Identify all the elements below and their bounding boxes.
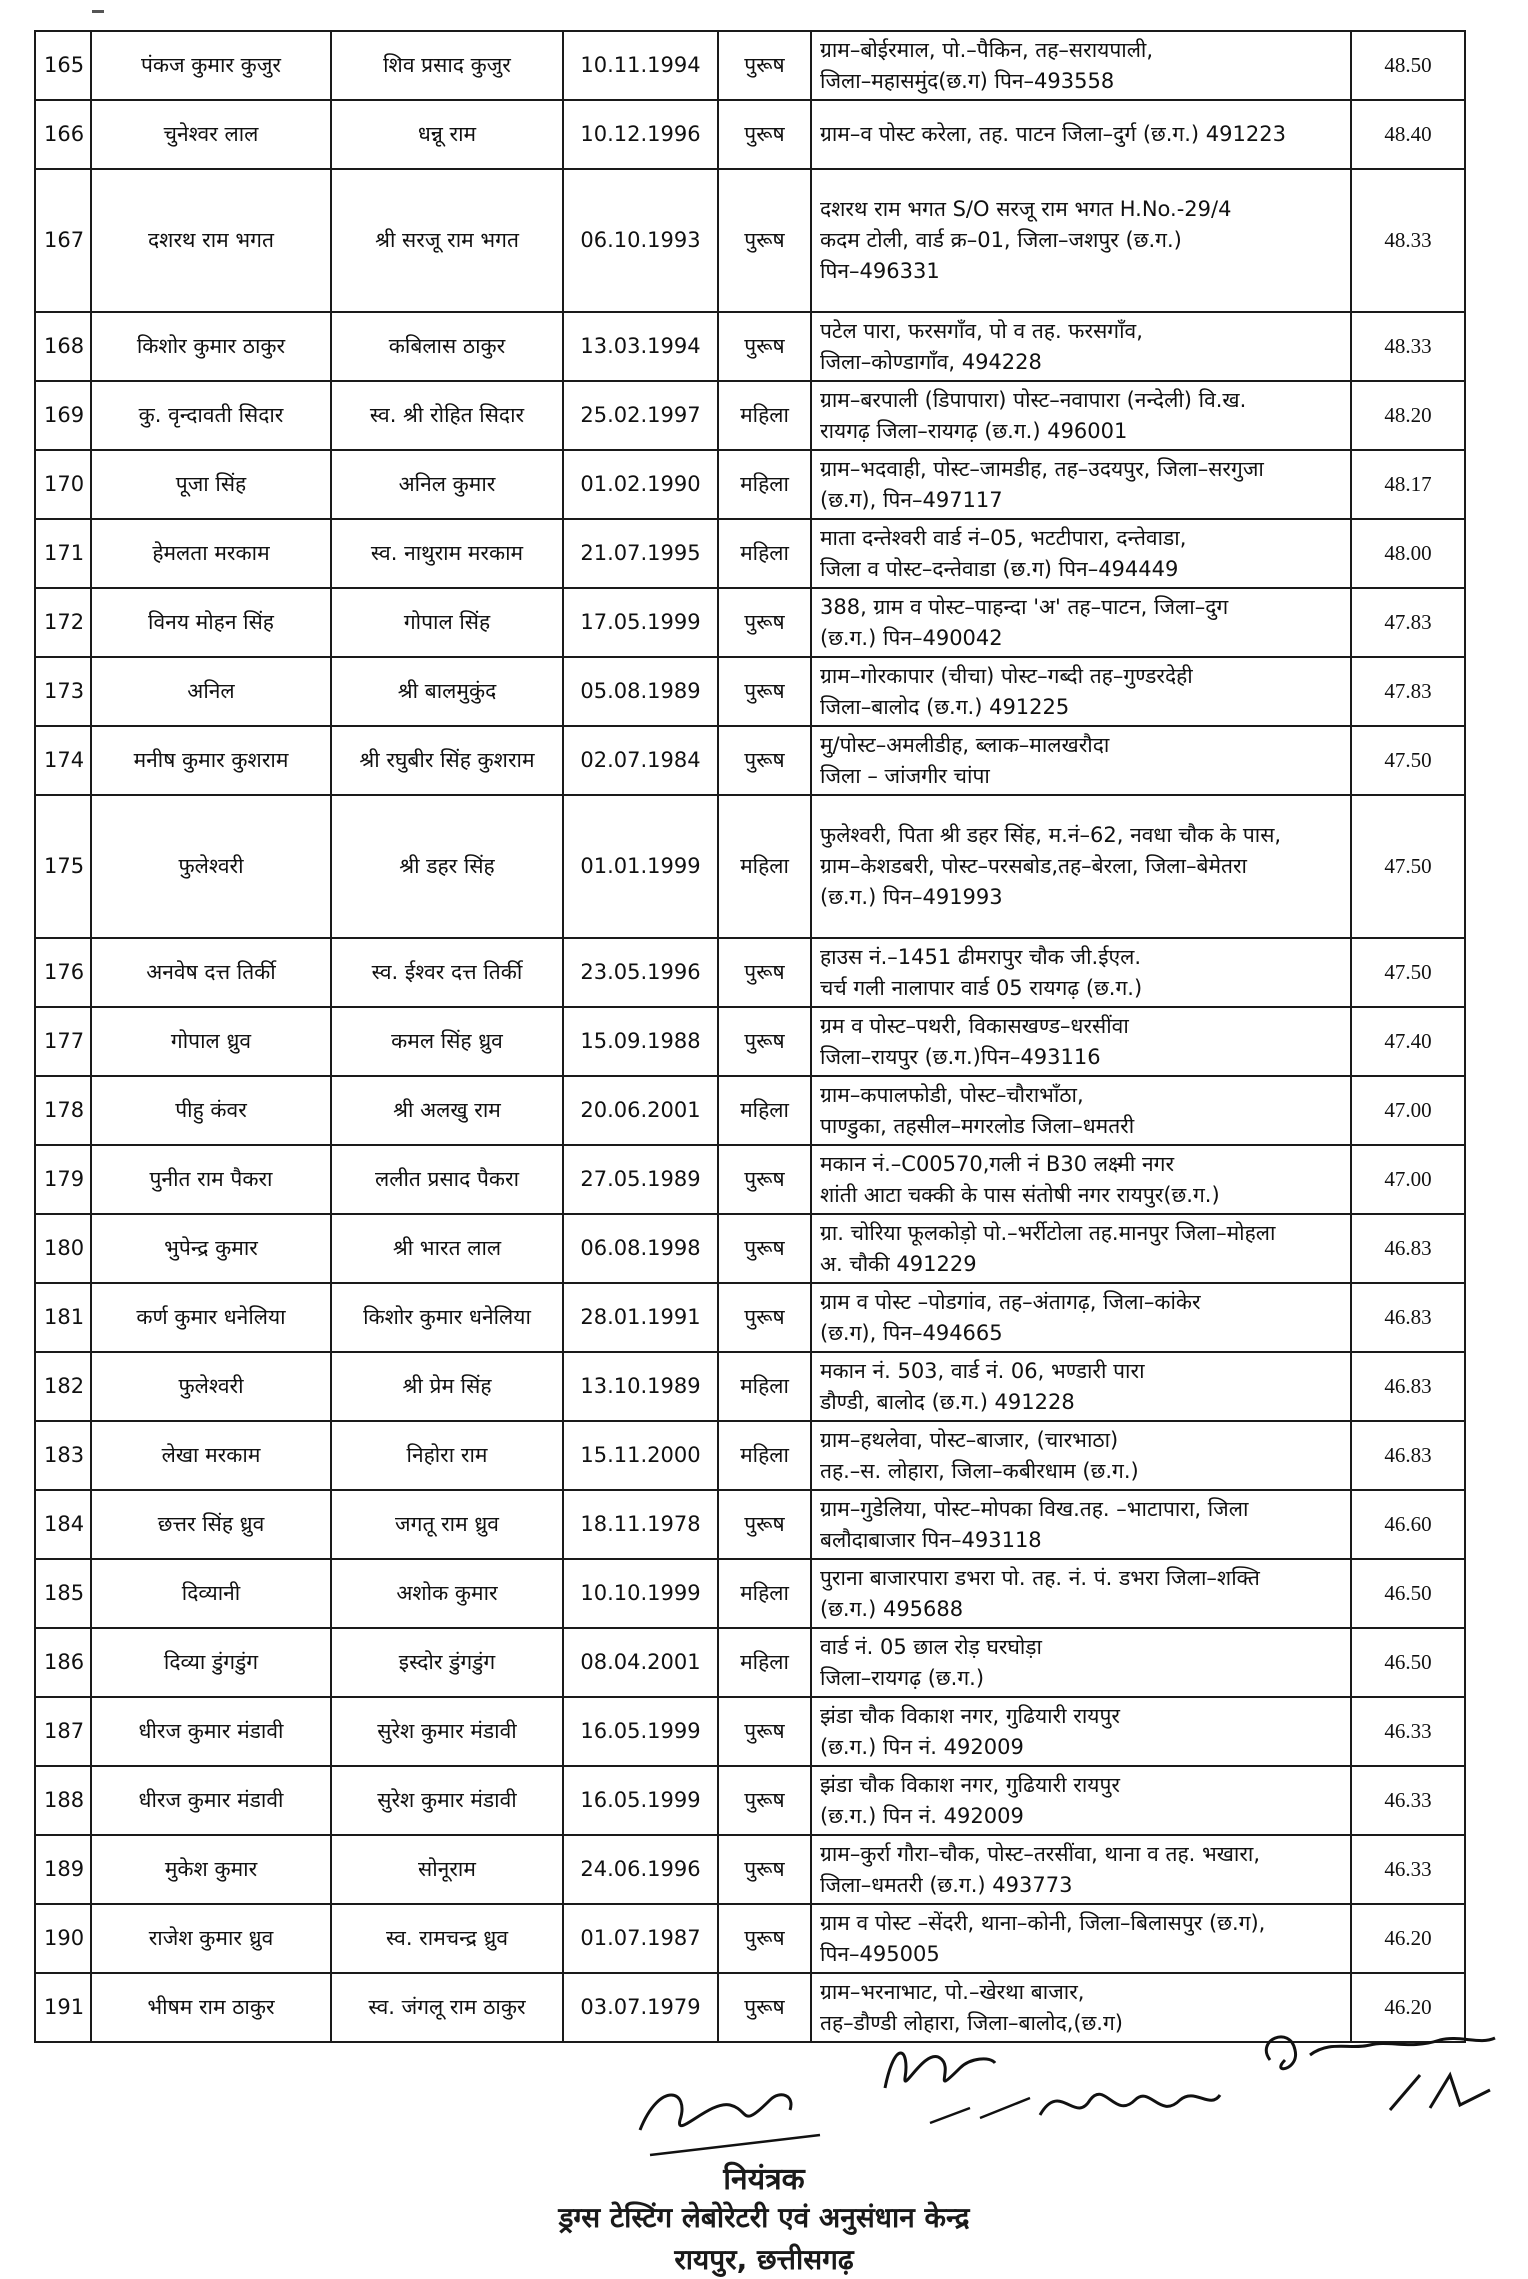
address-line: जिला–रायगढ़ (छ.ग.) — [820, 1665, 985, 1690]
address-line: (छ.ग.) पिन–490042 — [820, 625, 1003, 650]
candidate-name: गोपाल ध्रुव — [91, 1007, 331, 1076]
table-row — [35, 169, 1465, 312]
table-row — [35, 588, 1465, 657]
address-line: दशरथ राम भगत S/O सरजू राम भगत H.No.-29/4 — [820, 197, 1232, 221]
score: 47.40 — [1351, 1007, 1465, 1076]
father-name: किशोर कुमार धनेलिया — [331, 1283, 563, 1352]
father-name: श्री प्रेम सिंह — [331, 1352, 563, 1421]
candidate-table — [34, 30, 1466, 2043]
table-row — [35, 1904, 1465, 1973]
candidate-name: पंकज कुमार कुजुर — [91, 31, 331, 100]
address — [811, 1904, 1351, 1973]
gender: पुरूष — [718, 938, 811, 1007]
serial-number: 170 — [35, 450, 91, 519]
table-row — [35, 1697, 1465, 1766]
gender: पुरूष — [718, 1145, 811, 1214]
candidate-name: फुलेश्वरी — [91, 1352, 331, 1421]
gender: महिला — [718, 795, 811, 938]
candidate-name: अनिल — [91, 657, 331, 726]
father-name: गोपाल सिंह — [331, 588, 563, 657]
serial-number: 167 — [35, 169, 91, 312]
address-line: (छ.ग), पिन–497117 — [820, 487, 1003, 512]
address-line: ग्राम–व पोस्ट करेला, तह. पाटन जिला–दुर्ग (छ.ग.) 491223 — [820, 122, 1286, 146]
candidate-name: दिव्या डुंगडुंग — [91, 1628, 331, 1697]
table-row — [35, 1421, 1465, 1490]
score: 48.33 — [1351, 169, 1465, 312]
table-row — [35, 1283, 1465, 1352]
date-of-birth: 15.11.2000 — [563, 1421, 718, 1490]
gender: पुरूष — [718, 1214, 811, 1283]
serial-number: 166 — [35, 100, 91, 169]
gender: पुरूष — [718, 1904, 811, 1973]
address-line: वार्ड नं. 05 छाल रोड़ घरघोड़ा — [820, 1634, 1042, 1659]
score: 46.20 — [1351, 1973, 1465, 2042]
date-of-birth: 25.02.1997 — [563, 381, 718, 450]
serial-number: 168 — [35, 312, 91, 381]
candidate-name: धीरज कुमार मंडावी — [91, 1697, 331, 1766]
address-line: मु/पोस्ट–अमलीडीह, ब्लाक–मालखरौदा — [820, 732, 1110, 757]
address — [811, 726, 1351, 795]
father-name: श्री अलखु राम — [331, 1076, 563, 1145]
father-name: अनिल कुमार — [331, 450, 563, 519]
score: 46.83 — [1351, 1352, 1465, 1421]
serial-number: 180 — [35, 1214, 91, 1283]
date-of-birth: 02.07.1984 — [563, 726, 718, 795]
score: 47.50 — [1351, 726, 1465, 795]
score: 47.83 — [1351, 657, 1465, 726]
address-line: पुराना बाजारपारा डभरा पो. तह. नं. पं. डभरा जिला–शक्ति — [820, 1565, 1260, 1590]
gender: पुरूष — [718, 588, 811, 657]
serial-number: 187 — [35, 1697, 91, 1766]
serial-number: 165 — [35, 31, 91, 100]
address — [811, 1145, 1351, 1214]
address-line: जिला–कोण्डागाँव, 494228 — [820, 349, 1042, 374]
address-line: ग्रा. चोरिया फूलकोड़ो पो.–भर्रीटोला तह.मानपुर जिला–मोहला — [820, 1220, 1276, 1245]
signature-3 — [1030, 2075, 1230, 2145]
serial-number: 176 — [35, 938, 91, 1007]
date-of-birth: 05.08.1989 — [563, 657, 718, 726]
table-row — [35, 1490, 1465, 1559]
date-of-birth: 16.05.1999 — [563, 1766, 718, 1835]
table-row — [35, 31, 1465, 100]
date-of-birth: 21.07.1995 — [563, 519, 718, 588]
footer-organization: ड्रग्स टेस्टिंग लेबोरेटरी एवं अनुसंधान केन्द्र — [558, 2201, 970, 2234]
address — [811, 381, 1351, 450]
table-row — [35, 100, 1465, 169]
candidate-name: धीरज कुमार मंडावी — [91, 1766, 331, 1835]
address-line: बलौदाबाजार पिन–493118 — [820, 1527, 1042, 1552]
address — [811, 1421, 1351, 1490]
candidate-name: छत्तर सिंह ध्रुव — [91, 1490, 331, 1559]
address-line: जिला व पोस्ट–दन्तेवाडा (छ.ग) पिन–494449 — [820, 556, 1179, 581]
serial-number: 177 — [35, 1007, 91, 1076]
serial-number: 171 — [35, 519, 91, 588]
father-name: कबिलास ठाकुर — [331, 312, 563, 381]
address-line: मकान नं. 503, वार्ड नं. 06, भण्डारी पारा — [820, 1358, 1145, 1383]
address — [811, 519, 1351, 588]
score: 48.50 — [1351, 31, 1465, 100]
score: 46.83 — [1351, 1283, 1465, 1352]
father-name: अशोक कुमार — [331, 1559, 563, 1628]
gender: पुरूष — [718, 726, 811, 795]
date-of-birth: 13.10.1989 — [563, 1352, 718, 1421]
address-line: माता दन्तेश्वरी वार्ड नं–05, भटटीपारा, दन्तेवाडा, — [820, 525, 1187, 550]
gender: पुरूष — [718, 169, 811, 312]
table-row — [35, 1352, 1465, 1421]
address-line: ग्रम व पोस्ट–पथरी, विकासखण्ड–धरसींवा — [820, 1013, 1129, 1038]
gender: महिला — [718, 1352, 811, 1421]
candidate-name: कर्ण कुमार धनेलिया — [91, 1283, 331, 1352]
candidate-name: फुलेश्वरी — [91, 795, 331, 938]
father-name: श्री बालमुकुंद — [331, 657, 563, 726]
gender: महिला — [718, 450, 811, 519]
address — [811, 1766, 1351, 1835]
date-of-birth: 16.05.1999 — [563, 1697, 718, 1766]
table-row — [35, 1007, 1465, 1076]
table-row — [35, 450, 1465, 519]
address-line: ग्राम व पोस्ट –सेंदरी, थाना–कोनी, जिला–बिलासपुर (छ.ग), — [820, 1910, 1266, 1935]
address — [811, 795, 1351, 938]
address — [811, 31, 1351, 100]
address-line: पटेल पारा, फरसगाँव, पो व तह. फरसगाँव, — [820, 318, 1143, 343]
date-of-birth: 18.11.1978 — [563, 1490, 718, 1559]
serial-number: 191 — [35, 1973, 91, 2042]
gender: पुरूष — [718, 1490, 811, 1559]
address — [811, 1076, 1351, 1145]
serial-number: 185 — [35, 1559, 91, 1628]
address — [811, 657, 1351, 726]
father-name: स्व. श्री रोहित सिदार — [331, 381, 563, 450]
table-row — [35, 1835, 1465, 1904]
date-of-birth: 15.09.1988 — [563, 1007, 718, 1076]
serial-number: 188 — [35, 1766, 91, 1835]
address-line: कदम टोली, वार्ड क्र–01, जिला–जशपुर (छ.ग.) — [820, 228, 1182, 252]
address — [811, 1835, 1351, 1904]
address-line: जिला–महासमुंद(छ.ग) पिन–493558 — [820, 68, 1115, 93]
address-line: फुलेश्वरी, पिता श्री डहर सिंह, म.नं–62, नवधा चौक के पास, — [820, 823, 1282, 847]
address-line: ग्राम–हथलेवा, पोस्ट–बाजार, (चारभाठा) — [820, 1427, 1119, 1452]
candidate-name: लेखा मरकाम — [91, 1421, 331, 1490]
serial-number: 183 — [35, 1421, 91, 1490]
address-line: चर्च गली नालापार वार्ड 05 रायगढ़ (छ.ग.) — [820, 975, 1143, 1000]
address-line: ग्राम–गुडेलिया, पोस्ट–मोपका विख.तह. –भाटापारा, जिला — [820, 1496, 1249, 1521]
father-name: श्री डहर सिंह — [331, 795, 563, 938]
serial-number: 182 — [35, 1352, 91, 1421]
serial-number: 179 — [35, 1145, 91, 1214]
address-line: डौण्डी, बालोद (छ.ग.) 491228 — [820, 1389, 1075, 1414]
gender: महिला — [718, 1559, 811, 1628]
address-line: ग्राम–बोईरमाल, पो.–पैकिन, तह–सरायपाली, — [820, 37, 1154, 62]
date-of-birth: 10.12.1996 — [563, 100, 718, 169]
address — [811, 938, 1351, 1007]
date-of-birth: 28.01.1991 — [563, 1283, 718, 1352]
candidate-name: मनीष कुमार कुशराम — [91, 726, 331, 795]
table-row — [35, 938, 1465, 1007]
date-of-birth: 13.03.1994 — [563, 312, 718, 381]
serial-number: 190 — [35, 1904, 91, 1973]
address-line: पिन–495005 — [820, 1941, 940, 1966]
score: 46.50 — [1351, 1559, 1465, 1628]
score: 46.83 — [1351, 1421, 1465, 1490]
score: 47.00 — [1351, 1076, 1465, 1145]
father-name: ललीत प्रसाद पैकरा — [331, 1145, 563, 1214]
table-row — [35, 519, 1465, 588]
father-name: शिव प्रसाद कुजुर — [331, 31, 563, 100]
date-of-birth: 20.06.2001 — [563, 1076, 718, 1145]
gender: पुरूष — [718, 31, 811, 100]
father-name: श्री भारत लाल — [331, 1214, 563, 1283]
score: 48.17 — [1351, 450, 1465, 519]
gender: पुरूष — [718, 1766, 811, 1835]
table-row — [35, 1628, 1465, 1697]
address-line: (छ.ग.) 495688 — [820, 1596, 964, 1621]
address — [811, 169, 1351, 312]
date-of-birth: 24.06.1996 — [563, 1835, 718, 1904]
address-line: ग्राम–कपालफोडी, पोस्ट–चौराभाँठा, — [820, 1082, 1084, 1107]
father-name: जगतू राम ध्रुव — [331, 1490, 563, 1559]
address — [811, 1283, 1351, 1352]
gender: पुरूष — [718, 100, 811, 169]
gender: महिला — [718, 519, 811, 588]
date-of-birth: 10.11.1994 — [563, 31, 718, 100]
candidate-name: विनय मोहन सिंह — [91, 588, 331, 657]
father-name: स्व. जंगलू राम ठाकुर — [331, 1973, 563, 2042]
table-row — [35, 312, 1465, 381]
address — [811, 450, 1351, 519]
table-row — [35, 1766, 1465, 1835]
score: 48.33 — [1351, 312, 1465, 381]
candidate-name: चुनेश्वर लाल — [91, 100, 331, 169]
candidate-name: भीषम राम ठाकुर — [91, 1973, 331, 2042]
candidate-name: दशरथ राम भगत — [91, 169, 331, 312]
score: 47.00 — [1351, 1145, 1465, 1214]
table-row — [35, 726, 1465, 795]
address-line: (छ.ग.) पिन नं. 492009 — [820, 1734, 1024, 1759]
gender: महिला — [718, 381, 811, 450]
father-name: कमल सिंह ध्रुव — [331, 1007, 563, 1076]
address-line: तह.–स. लोहारा, जिला–कबीरधाम (छ.ग.) — [820, 1458, 1139, 1483]
gender: पुरूष — [718, 312, 811, 381]
address-line: पाण्डुका, तहसील–मगरलोड जिला–धमतरी — [820, 1113, 1135, 1138]
table-row — [35, 1145, 1465, 1214]
table-row — [35, 657, 1465, 726]
table-row — [35, 795, 1465, 938]
gender: पुरूष — [718, 1835, 811, 1904]
father-name: धन्नू राम — [331, 100, 563, 169]
serial-number: 186 — [35, 1628, 91, 1697]
father-name: इस्दोर डुंगडुंग — [331, 1628, 563, 1697]
score: 46.50 — [1351, 1628, 1465, 1697]
address-line: पिन–496331 — [820, 259, 940, 283]
address-line: (छ.ग.) पिन–491993 — [820, 885, 1003, 909]
address-line: ग्राम–भदवाही, पोस्ट–जामडीह, तह–उदयपुर, जिला–सरगुजा — [820, 456, 1264, 481]
gender: महिला — [718, 1421, 811, 1490]
address — [811, 1697, 1351, 1766]
serial-number: 189 — [35, 1835, 91, 1904]
gender: पुरूष — [718, 1697, 811, 1766]
address-line: (छ.ग.) पिन नं. 492009 — [820, 1803, 1024, 1828]
footer-city: रायपुर, छत्तीसगढ़ — [674, 2243, 854, 2276]
address-line: ग्राम–केशडबरी, पोस्ट–परसबोड,तह–बेरला, जिला–बेमेतरा — [820, 854, 1247, 878]
serial-number: 184 — [35, 1490, 91, 1559]
father-name: स्व. ईश्वर दत्त तिर्की — [331, 938, 563, 1007]
address-line: ग्राम–गोरकापार (चीचा) पोस्ट–गब्दी तह–गुण्डरदेही — [820, 663, 1193, 688]
score: 46.20 — [1351, 1904, 1465, 1973]
score: 46.33 — [1351, 1697, 1465, 1766]
stray-mark — [92, 10, 104, 13]
score: 48.20 — [1351, 381, 1465, 450]
table-row — [35, 381, 1465, 450]
address-line: हाउस नं.–1451 ढीमरापुर चौक जी.ईएल. — [820, 944, 1142, 969]
address-line: ग्राम–भरनाभाट, पो.–खेरथा बाजार, — [820, 1979, 1085, 2004]
score: 47.83 — [1351, 588, 1465, 657]
address-line: जिला–बालोद (छ.ग.) 491225 — [820, 694, 1070, 719]
father-name: सुरेश कुमार मंडावी — [331, 1766, 563, 1835]
score: 47.50 — [1351, 938, 1465, 1007]
gender: पुरूष — [718, 657, 811, 726]
serial-number: 173 — [35, 657, 91, 726]
score: 48.00 — [1351, 519, 1465, 588]
address-line: झंडा चौक विकाश नगर, गुढियारी रायपुर — [820, 1703, 1120, 1728]
table-row — [35, 1559, 1465, 1628]
gender: पुरूष — [718, 1007, 811, 1076]
address-line: ग्राम व पोस्ट –पोडगांव, तह–अंतागढ़, जिला–कांकेर — [820, 1289, 1201, 1314]
table-body — [35, 31, 1465, 2042]
date-of-birth: 01.07.1987 — [563, 1904, 718, 1973]
date-of-birth: 01.01.1999 — [563, 795, 718, 938]
date-of-birth: 27.05.1989 — [563, 1145, 718, 1214]
date-of-birth: 06.10.1993 — [563, 169, 718, 312]
address — [811, 1352, 1351, 1421]
gender: महिला — [718, 1076, 811, 1145]
father-name: श्री रघुबीर सिंह कुशराम — [331, 726, 563, 795]
candidate-name: दिव्यानी — [91, 1559, 331, 1628]
serial-number: 172 — [35, 588, 91, 657]
candidate-name: पूजा सिंह — [91, 450, 331, 519]
address-line: झंडा चौक विकाश नगर, गुढियारी रायपुर — [820, 1772, 1120, 1797]
address — [811, 312, 1351, 381]
address — [811, 588, 1351, 657]
date-of-birth: 23.05.1996 — [563, 938, 718, 1007]
signature-4 — [1250, 2020, 1510, 2130]
gender: महिला — [718, 1628, 811, 1697]
candidate-name: कु. वृन्दावती सिदार — [91, 381, 331, 450]
serial-number: 169 — [35, 381, 91, 450]
score: 46.83 — [1351, 1214, 1465, 1283]
address — [811, 1559, 1351, 1628]
score: 46.33 — [1351, 1835, 1465, 1904]
candidate-name: राजेश कुमार ध्रुव — [91, 1904, 331, 1973]
address — [811, 1214, 1351, 1283]
address — [811, 100, 1351, 169]
father-name: श्री सरजू राम भगत — [331, 169, 563, 312]
address-line: तह–डौण्डी लोहारा, जिला–बालोद,(छ.ग) — [820, 2010, 1124, 2035]
address-line: अ. चौकी 491229 — [820, 1251, 977, 1276]
date-of-birth: 10.10.1999 — [563, 1559, 718, 1628]
score: 46.60 — [1351, 1490, 1465, 1559]
candidate-name: अनवेष दत्त तिर्की — [91, 938, 331, 1007]
address-line: शांती आटा चक्की के पास संतोषी नगर रायपुर(छ.ग.) — [820, 1182, 1220, 1207]
candidate-name: हेमलता मरकाम — [91, 519, 331, 588]
table-row — [35, 1076, 1465, 1145]
father-name: स्व. नाथुराम मरकाम — [331, 519, 563, 588]
score: 46.33 — [1351, 1766, 1465, 1835]
address-line: ग्राम–कुर्रा गौरा–चौक, पोस्ट–तरसींवा, थाना व तह. भखारा, — [820, 1841, 1261, 1866]
date-of-birth: 08.04.2001 — [563, 1628, 718, 1697]
address-line: ग्राम–बरपाली (डिपापारा) पोस्ट–नवापारा (नन्देली) वि.ख. — [820, 387, 1247, 412]
father-name: स्व. रामचन्द्र ध्रुव — [331, 1904, 563, 1973]
address-line: जिला – जांजगीर चांपा — [820, 763, 990, 788]
serial-number: 174 — [35, 726, 91, 795]
candidate-name: पीहु कंवर — [91, 1076, 331, 1145]
candidate-name: भुपेन्द्र कुमार — [91, 1214, 331, 1283]
address-line: रायगढ़ जिला–रायगढ़ (छ.ग.) 496001 — [820, 418, 1128, 443]
address — [811, 1628, 1351, 1697]
address-line: 388, ग्राम व पोस्ट–पाहन्दा 'अ' तह–पाटन, जिला–दुग — [820, 594, 1229, 619]
address — [811, 1490, 1351, 1559]
table-row — [35, 1214, 1465, 1283]
father-name: सुरेश कुमार मंडावी — [331, 1697, 563, 1766]
score: 47.50 — [1351, 795, 1465, 938]
signature-1 — [620, 2060, 840, 2170]
candidate-name: मुकेश कुमार — [91, 1835, 331, 1904]
serial-number: 181 — [35, 1283, 91, 1352]
father-name: सोनूराम — [331, 1835, 563, 1904]
footer-title: नियंत्रक — [723, 2162, 805, 2197]
address-line: जिला–रायपुर (छ.ग.)पिन–493116 — [820, 1044, 1101, 1069]
address-line: जिला–धमतरी (छ.ग.) 493773 — [820, 1872, 1073, 1897]
score: 48.40 — [1351, 100, 1465, 169]
serial-number: 178 — [35, 1076, 91, 1145]
address-line: (छ.ग), पिन–494665 — [820, 1320, 1003, 1345]
gender: पुरूष — [718, 1283, 811, 1352]
father-name: निहोरा राम — [331, 1421, 563, 1490]
gender: पुरूष — [718, 1973, 811, 2042]
candidate-name: किशोर कुमार ठाकुर — [91, 312, 331, 381]
address — [811, 1007, 1351, 1076]
candidate-name: पुनीत राम पैकरा — [91, 1145, 331, 1214]
date-of-birth: 17.05.1999 — [563, 588, 718, 657]
date-of-birth: 03.07.1979 — [563, 1973, 718, 2042]
date-of-birth: 01.02.1990 — [563, 450, 718, 519]
serial-number: 175 — [35, 795, 91, 938]
date-of-birth: 06.08.1998 — [563, 1214, 718, 1283]
address-line: मकान नं.–C00570,गली नं B30 लक्ष्मी नगर — [820, 1151, 1175, 1176]
